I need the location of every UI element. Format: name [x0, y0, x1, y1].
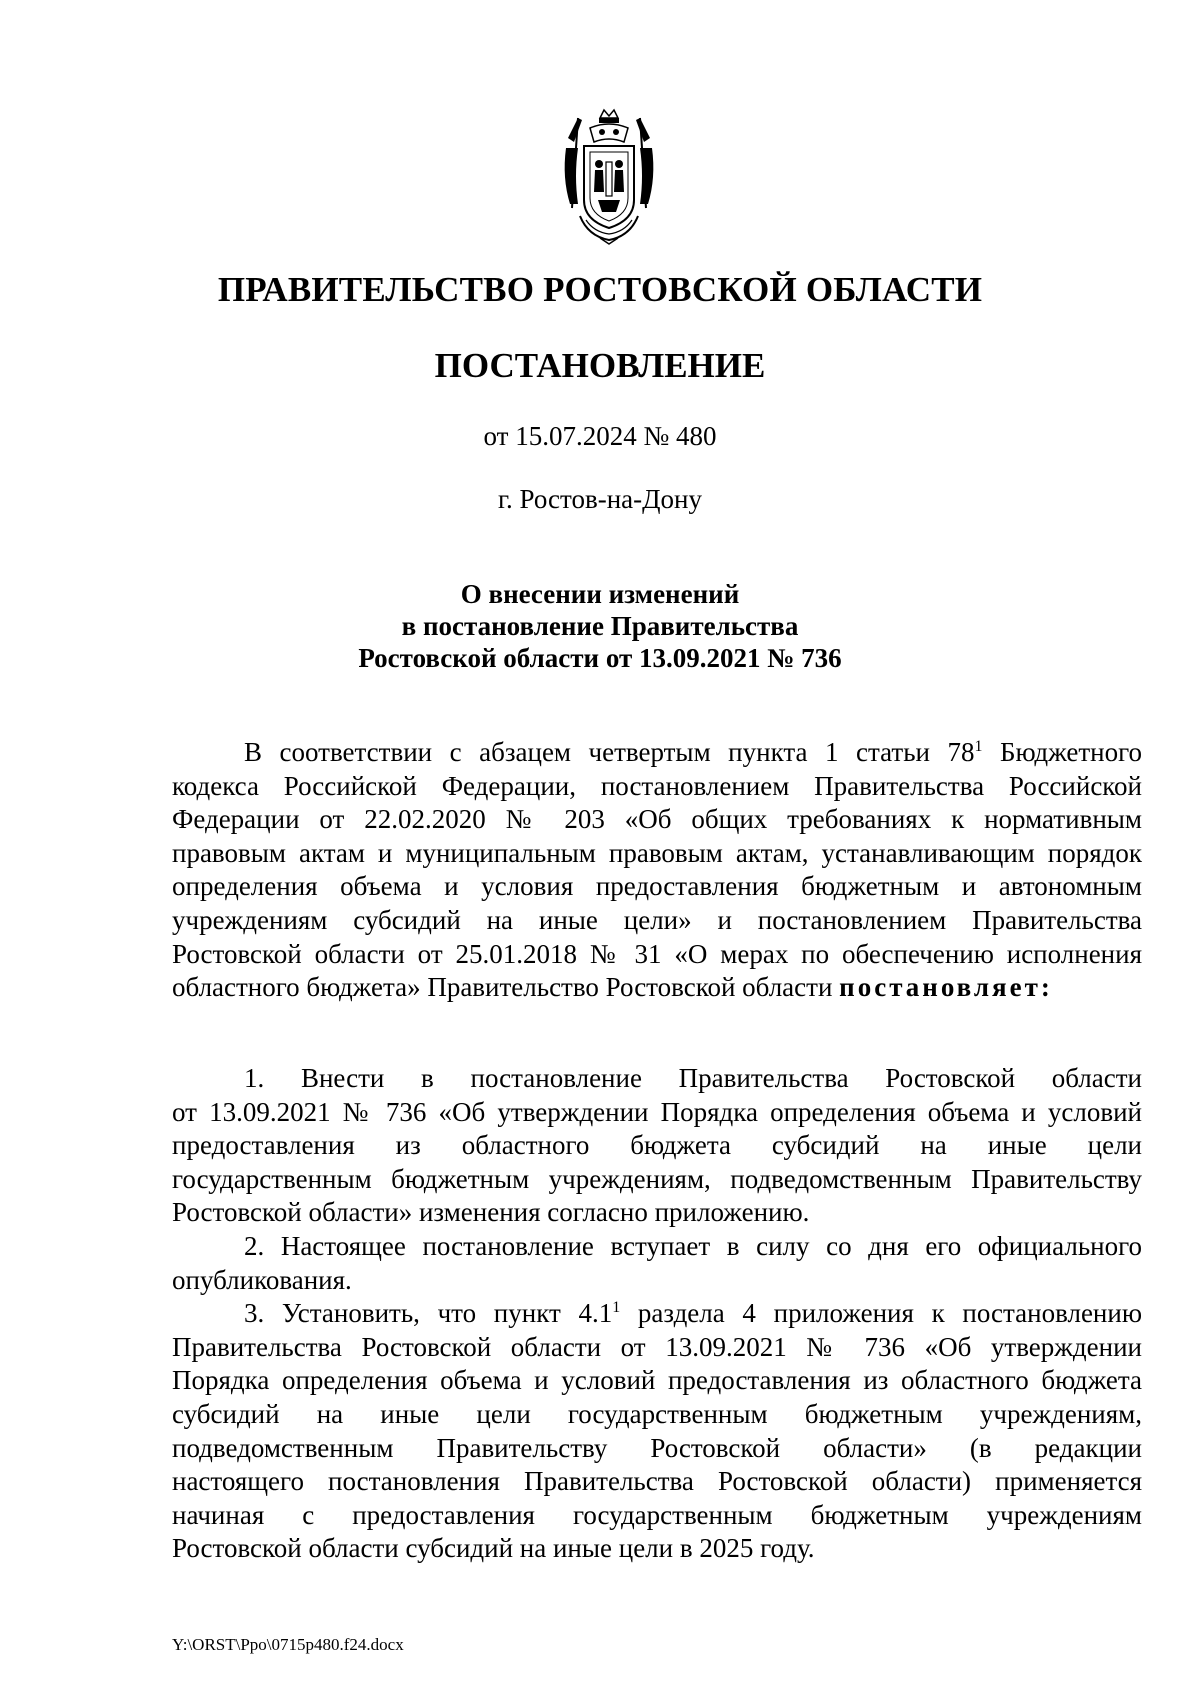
document-date-number: от 15.07.2024 № 480: [483, 421, 717, 451]
text-line: настоящего постановления Правительства Ростовской области) применяется: [172, 1466, 1142, 1497]
coat-of-arms-icon: [560, 108, 658, 246]
document-type: ПОСТАНОВЛЕНИЕ: [434, 346, 766, 385]
resolves-keyword: постановляет:: [839, 972, 1053, 1003]
text-line: опубликования.: [172, 1264, 352, 1295]
text-line: кодекса Российской Федерации, постановлением Правительства Российской: [172, 770, 1142, 801]
text-line: субсидий на иные цели государственным бюджетным учреждениям,: [172, 1398, 1142, 1429]
resolution-item-2: [172, 1230, 1142, 1297]
subject-line: в постановление Правительства: [401, 611, 799, 641]
text-line: Федерации от 22.02.2020 № 203 «Об общих требованиях к нормативным: [172, 804, 1142, 835]
text-line: подведомственным Правительству Ростовской области» (в редакции: [172, 1432, 1142, 1463]
text-line: предоставления из областного бюджета субсидий на иные цели: [172, 1130, 1142, 1161]
org-title: ПРАВИТЕЛЬСТВО РОСТОВСКОЙ ОБЛАСТИ: [217, 270, 983, 309]
preamble-paragraph: [172, 736, 1142, 1005]
text-line: от 13.09.2021 № 736 «Об утверждении Порядка определения объема и условий: [172, 1096, 1142, 1127]
text-line: начиная с предоставления государственным бюджетным учреждениям: [172, 1499, 1142, 1530]
document-city: г. Ростов-на-Дону: [497, 484, 702, 514]
text-line: Ростовской области» изменения согласно приложению.: [172, 1197, 810, 1228]
text-line: 3. Установить, что пункт $4.1^1$ раздела 4 приложения к постановлению: [244, 1298, 1142, 1329]
text-line: Ростовской области субсидий на иные цели в 2025 году.: [172, 1533, 815, 1564]
text-line: определения объема и условия предоставления бюджетным и автономным: [172, 871, 1142, 902]
text-line: Ростовской области от 25.01.2018 № 31 «О мерах по обеспечению исполнения: [172, 938, 1142, 969]
text-line: 2. Настоящее постановление вступает в силу со дня его официального: [244, 1230, 1142, 1261]
subject-line: О внесении изменений: [460, 579, 740, 609]
text-line: учреждениям субсидий на иные цели» и постановлением Правительства: [172, 904, 1142, 935]
text-line: В соответствии с абзацем четвертым пункта 1 статьи $78^1$ Бюджетного: [244, 737, 1143, 767]
superscript: 1: [974, 738, 983, 755]
subject-line: Ростовской области от 13.09.2021 № 736: [358, 643, 842, 673]
text-line: 1. Внести в постановление Правительства Ростовской области: [244, 1063, 1142, 1093]
superscript: 1: [612, 1299, 621, 1317]
text-line: Правительства Ростовской области от 13.09.2021 № 736 «Об утверждении: [172, 1331, 1142, 1362]
resolution-item-1: [172, 1062, 1142, 1230]
resolution-item-3: [172, 1297, 1142, 1566]
text-line: правовым актам и муниципальным правовым актам, устанавливающим порядок: [172, 837, 1142, 868]
file-path: Y:\ORST\Ppo\0715p480.f24.docx: [172, 1635, 404, 1654]
resolution-items: [172, 1062, 1142, 1566]
text-line: государственным бюджетным учреждениям, подведомственным Правительству: [172, 1163, 1142, 1194]
text-line: Порядка определения объема и условий предоставления из областного бюджета: [172, 1365, 1142, 1396]
text-line: областного бюджета» Правительство Ростовской области постановляет:: [172, 972, 1053, 1003]
document-subject: [0, 578, 1200, 674]
